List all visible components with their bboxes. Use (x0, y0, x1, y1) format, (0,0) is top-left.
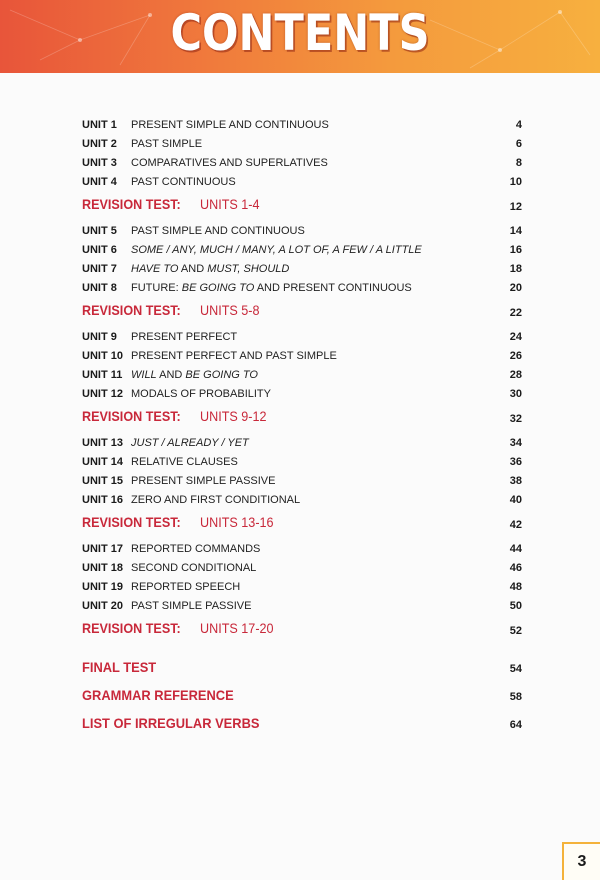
toc-section (82, 434, 522, 533)
page-number: 48 (509, 581, 522, 593)
unit-title: PRESENT PERFECT (131, 331, 238, 343)
page-number: 10 (509, 176, 522, 188)
unit-number: UNIT 9 (82, 331, 117, 343)
page-number: 8 (515, 157, 522, 169)
table-of-contents (82, 116, 522, 737)
toc-row[interactable] (82, 540, 522, 559)
page-number: 64 (509, 719, 522, 731)
revision-test-label: REVISION TEST: (82, 514, 181, 530)
revision-test-label: REVISION TEST: (82, 196, 181, 212)
unit-title: PRESENT SIMPLE PASSIVE (131, 475, 276, 487)
footer-page-number: 3 (577, 853, 587, 870)
unit-number: UNIT 11 (82, 369, 123, 381)
revision-test-row[interactable] (82, 511, 522, 533)
toc-row[interactable] (82, 597, 522, 616)
toc-row[interactable] (82, 578, 522, 597)
header-band (0, 0, 600, 73)
toc-row[interactable] (82, 385, 522, 404)
grammar-reference-row[interactable] (82, 681, 522, 709)
irregular-verbs-label: LIST OF IRREGULAR VERBS (82, 715, 260, 731)
unit-number: UNIT 7 (82, 263, 117, 275)
revision-test-units: UNITS 13-16 (200, 514, 274, 530)
unit-number: UNIT 20 (82, 600, 123, 612)
page-number: 6 (515, 138, 522, 150)
page-number: 28 (509, 369, 522, 381)
page-number: 14 (509, 225, 522, 237)
page-number: 26 (509, 350, 522, 362)
toc-row[interactable] (82, 260, 522, 279)
unit-number: UNIT 16 (82, 494, 123, 506)
unit-number: UNIT 18 (82, 562, 123, 574)
unit-title: COMPARATIVES AND SUPERLATIVES (131, 157, 328, 169)
toc-row[interactable] (82, 135, 522, 154)
unit-title: REPORTED SPEECH (131, 581, 241, 593)
revision-test-units: UNITS 1-4 (200, 196, 260, 212)
page-number: 58 (509, 691, 522, 703)
revision-test-label: REVISION TEST: (82, 620, 181, 636)
unit-number: UNIT 5 (82, 225, 117, 237)
page-number: 20 (509, 282, 522, 294)
page-number: 32 (509, 413, 522, 425)
revision-test-units: UNITS 9-12 (200, 408, 267, 424)
revision-test-row[interactable] (82, 405, 522, 427)
page-number: 22 (509, 307, 522, 319)
toc-section (82, 328, 522, 427)
unit-title: MODALS OF PROBABILITY (131, 388, 271, 400)
page-number: 34 (509, 437, 522, 449)
unit-title: WILL AND BE GOING TO (131, 369, 258, 381)
page-number: 52 (509, 625, 522, 637)
revision-test-units: UNITS 5-8 (200, 302, 260, 318)
toc-section (82, 540, 522, 639)
toc-row[interactable] (82, 328, 522, 347)
unit-title: RELATIVE CLAUSES (131, 456, 238, 468)
unit-number: UNIT 6 (82, 244, 117, 256)
page-number: 18 (509, 263, 522, 275)
toc-row[interactable] (82, 559, 522, 578)
unit-title: PAST SIMPLE (131, 138, 203, 150)
unit-number: UNIT 13 (82, 437, 123, 449)
revision-test-label: REVISION TEST: (82, 302, 181, 318)
toc-row[interactable] (82, 453, 522, 472)
toc-row[interactable] (82, 279, 522, 298)
revision-test-row[interactable] (82, 617, 522, 639)
unit-number: UNIT 8 (82, 282, 117, 294)
unit-number: UNIT 17 (82, 543, 123, 555)
unit-number: UNIT 3 (82, 157, 117, 169)
page-number: 40 (509, 494, 522, 506)
unit-number: UNIT 12 (82, 388, 123, 400)
grammar-reference-label: GRAMMAR REFERENCE (82, 687, 234, 703)
unit-title: PRESENT PERFECT AND PAST SIMPLE (131, 350, 337, 362)
unit-title: PAST CONTINUOUS (131, 176, 236, 188)
unit-title: JUST / ALREADY / YET (131, 437, 249, 449)
toc-row[interactable] (82, 347, 522, 366)
toc-row[interactable] (82, 491, 522, 510)
extras-block (82, 653, 522, 737)
page-number: 44 (509, 543, 522, 555)
toc-row[interactable] (82, 434, 522, 453)
revision-test-units: UNITS 17-20 (200, 620, 274, 636)
page-number: 4 (515, 119, 522, 131)
unit-number: UNIT 4 (82, 176, 117, 188)
irregular-verbs-row[interactable] (82, 709, 522, 737)
revision-test-row[interactable] (82, 299, 522, 321)
page-number: 54 (509, 663, 522, 675)
unit-number: UNIT 19 (82, 581, 123, 593)
unit-title: ZERO AND FIRST CONDITIONAL (131, 494, 301, 506)
toc-row[interactable] (82, 173, 522, 192)
revision-test-label: REVISION TEST: (82, 408, 181, 424)
toc-row[interactable] (82, 472, 522, 491)
unit-number: UNIT 14 (82, 456, 123, 468)
unit-number: UNIT 10 (82, 350, 123, 362)
page-title: CONTENTS (170, 4, 430, 62)
unit-title: PAST SIMPLE AND CONTINUOUS (131, 225, 305, 237)
final-test-row[interactable] (82, 653, 522, 681)
page-number: 38 (509, 475, 522, 487)
unit-title: HAVE TO AND MUST, SHOULD (131, 263, 290, 275)
toc-row[interactable] (82, 116, 522, 135)
page-number: 24 (509, 331, 522, 343)
unit-title: REPORTED COMMANDS (131, 543, 261, 555)
final-test-label: FINAL TEST (82, 659, 157, 675)
toc-section (82, 116, 522, 215)
unit-title: PAST SIMPLE PASSIVE (131, 600, 252, 612)
page-number-tab (562, 842, 600, 880)
unit-number: UNIT 2 (82, 138, 117, 150)
revision-test-row[interactable] (82, 193, 522, 215)
page-number: 30 (509, 388, 522, 400)
page-number: 42 (509, 519, 522, 531)
page-number: 46 (509, 562, 522, 574)
unit-title: FUTURE: BE GOING TO AND PRESENT CONTINUOUS (131, 282, 412, 294)
toc-section (82, 222, 522, 321)
unit-title: SOME / ANY, MUCH / MANY, A LOT OF, A FEW / A LITTLE (131, 244, 422, 256)
page-number: 16 (509, 244, 522, 256)
page-number: 50 (509, 600, 522, 612)
unit-title: PRESENT SIMPLE AND CONTINUOUS (131, 119, 329, 131)
toc-row[interactable] (82, 241, 522, 260)
unit-number: UNIT 15 (82, 475, 123, 487)
toc-row[interactable] (82, 366, 522, 385)
unit-number: UNIT 1 (82, 119, 117, 131)
toc-row[interactable] (82, 154, 522, 173)
unit-title: SECOND CONDITIONAL (131, 562, 257, 574)
page-number: 12 (509, 201, 522, 213)
toc-row[interactable] (82, 222, 522, 241)
page-number: 36 (509, 456, 522, 468)
